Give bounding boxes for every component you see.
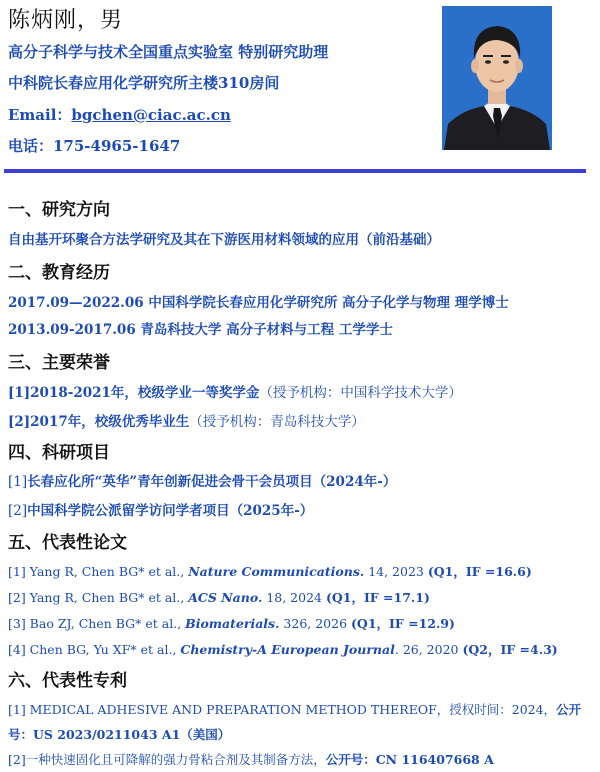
paper-volume: . 26, 2020 (394, 642, 463, 657)
paper-item (8, 641, 558, 659)
project-num: [1] (8, 474, 28, 490)
paper-authors: [1] Yang R, Chen BG* et al., (8, 564, 189, 579)
research-text: 自由基开环聚合方法学研究及其在下游医用材料领域的应用（前沿基础） (8, 232, 440, 248)
paper-item (8, 615, 455, 633)
honor-item (8, 384, 462, 402)
paper-item (8, 589, 430, 607)
project-item (8, 473, 396, 491)
patent-pub-number: 公开号：CN 116407668 A (325, 752, 494, 767)
honors-heading: 三、主要荣誉 (8, 353, 110, 373)
paper-volume: 326, 2026 (279, 616, 352, 631)
paper-volume: 18, 2024 (262, 590, 326, 605)
paper-journal: Biomaterials. (185, 616, 280, 631)
patent-pub-label: 公开 (556, 702, 582, 717)
honor-item (8, 413, 365, 431)
project-num: [2] (8, 503, 28, 519)
project-text: 长春应化所“英华”青年创新促进会骨干会员项目（2024年-） (27, 474, 397, 490)
phone: 电话：175-4965-1647 (8, 137, 181, 155)
paper-authors: [2] Yang R, Chen BG* et al., (8, 590, 189, 605)
paper-authors: [4] Chen BG, Yu XF* et al., (8, 642, 181, 657)
paper-journal: ACS Nano. (188, 590, 263, 605)
education-item: 2013.09-2017.06 青岛科技大学 高分子材料与工程 工学学士 (8, 322, 393, 338)
paper-journal: Chemistry-A European Journal (180, 642, 395, 657)
patent-item (8, 751, 494, 769)
paper-metric: (Q1，IF =16.6) (427, 564, 532, 579)
education-heading: 二、教育经历 (8, 263, 110, 283)
research-heading: 一、研究方向 (8, 200, 110, 220)
honor-note: （授予机构：青岛科技大学） (189, 414, 365, 430)
office-address: 中科院长春应用化学研究所主楼310房间 (8, 74, 280, 92)
patent-text: [1] MEDICAL ADHESIVE AND PREPARATION METHOD THEREOF，授权时间：2024， (8, 702, 557, 717)
papers-heading: 五、代表性论文 (8, 533, 127, 553)
email-line (8, 105, 231, 125)
person-name: 陈炳刚，男 (8, 8, 124, 33)
project-text: 中国科学院公派留学访问学者项目（2025年-） (27, 503, 314, 519)
patent-item (8, 701, 581, 719)
honor-note: （授予机构：中国科学技术大学） (259, 385, 462, 401)
education-item: 2017.09—2022.06 中国科学院长春应用化学研究所 高分子化学与物理 理学博士 (8, 295, 509, 311)
honor-main: [2]2017年，校级优秀毕业生 (8, 414, 190, 430)
projects-heading: 四、科研项目 (8, 443, 110, 463)
paper-metric: (Q2，IF =4.3) (462, 642, 558, 657)
affiliation: 高分子科学与技术全国重点实验室 特别研究助理 (8, 43, 329, 61)
paper-journal: Nature Communications. (188, 564, 365, 579)
paper-metric: (Q1，IF =17.1) (325, 590, 430, 605)
paper-volume: 14, 2023 (364, 564, 428, 579)
email-link[interactable]: bgchen@ciac.ac.cn (71, 106, 231, 124)
patent-pub-number: 号：US 2023/0211043 A1（美国） (8, 727, 231, 742)
email-label: Email： (8, 106, 72, 124)
project-item (8, 502, 313, 520)
honor-main: [1]2018-2021年，校级学业一等奖学金 (8, 385, 260, 401)
paper-authors: [3] Bao ZJ, Chen BG* et al., (8, 616, 186, 631)
patent-text: [2]一种快速固化且可降解的强力骨粘合剂及其制备方法， (8, 752, 326, 767)
paper-item (8, 563, 532, 581)
paper-metric: (Q1，IF =12.9) (351, 616, 455, 631)
patents-heading: 六、代表性专利 (8, 671, 127, 691)
profile-photo (442, 6, 552, 150)
section-divider (4, 169, 586, 173)
